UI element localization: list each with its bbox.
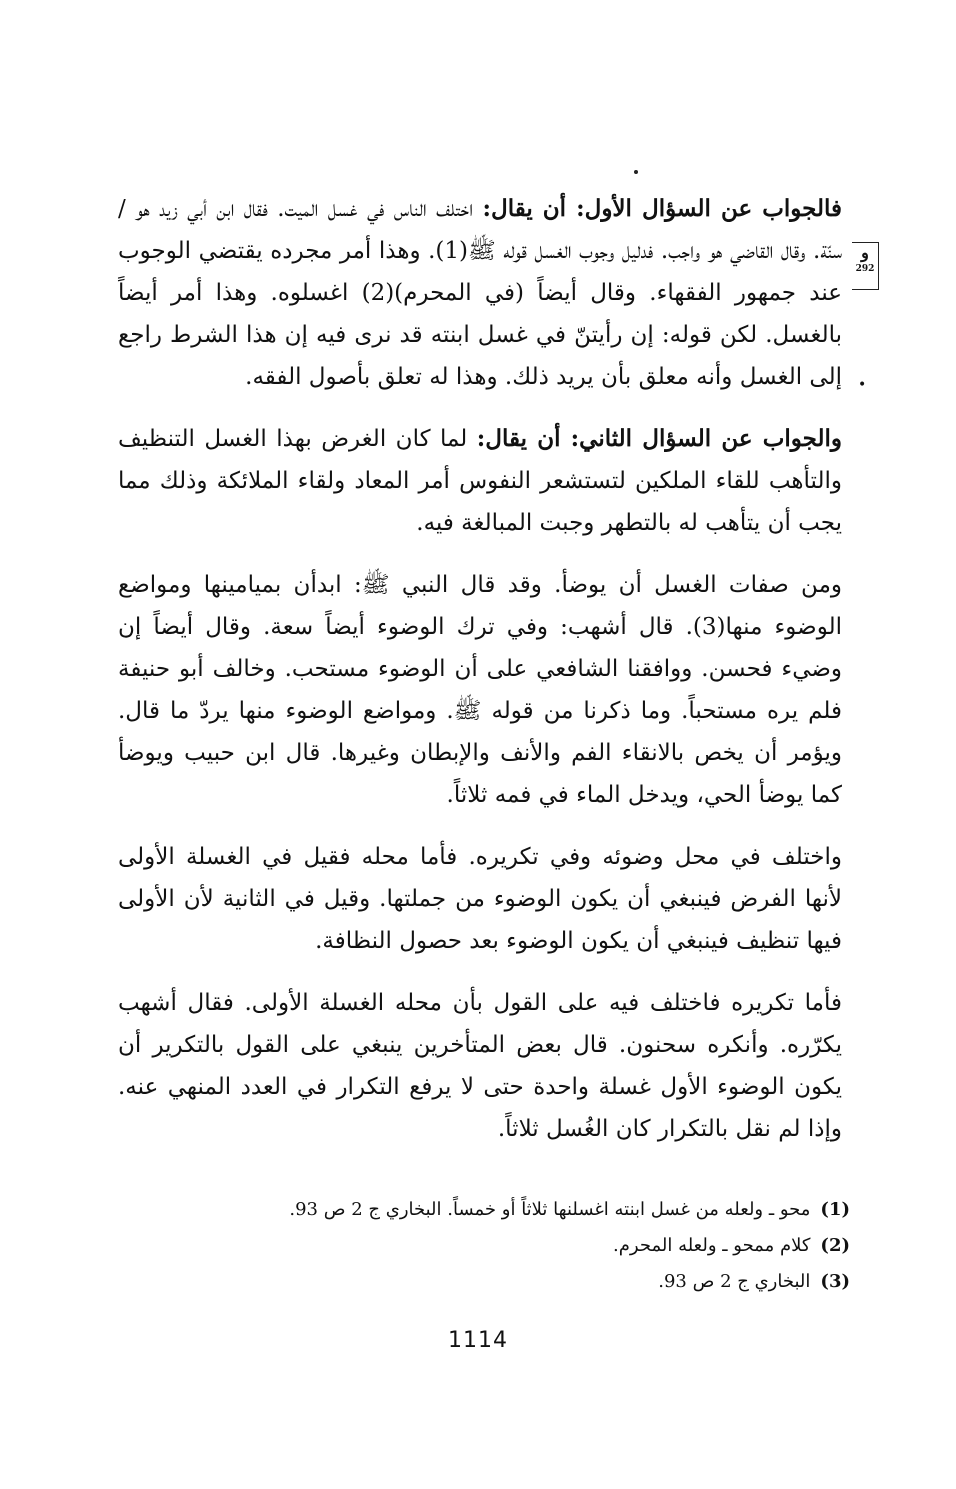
margin-ref-number: 292 <box>855 264 875 274</box>
paragraph-2 <box>118 418 842 544</box>
footnote-text: محو ـ ولعله من غسل ابنته اغسلنها ثلاثاً أو خمساً. البخاري ج 2 ص 93. <box>289 1199 811 1220</box>
paragraph-body: ومن صفات الغسل أن يوضأ. وقد قال النبي ﷺ: ابدأن بميامينها ومواضع الوضوء منها(3). قال أشهب: وفي ترك الوضوء أيضاً سعة. وقال أيضاً إن وضيء فحسن. ووافقنا الشافعي على أن الوضوء مستحب. وخالف أبو حنيفة فلم يره مستحباً. وما ذكرنا من قوله ﷺ. ومواضع الوضوء منها يردّ ما قال. ويؤمر أن يخص بالانقاء الفم والأنف والإبطان وغيرها. قال ابن حبيب ويوضأ كما يوضأ الحي، ويدخل الماء في فمه ثلاثاً. <box>118 572 842 808</box>
paragraph-body: اختلف الناس في غسل الميت. فقال ابن أبي زيد هو / سنّة. وقال القاضي هو واجب. فدليل وجوب الغسل قوله ﷺ(1). وهذا أمر مجرده يقتضي الوجوب عند جمهور الفقهاء. وقال أيضاً (في المحرم)(2) اغسلوه. وهذا أمر أيضاً بالغسل. لكن قوله: إن رأيتنّ في غسل ابنته قد نرى فيه إن هذا الشرط راجع إلى الغسل وأنه معلق بأن يريد ذلك. وهذا له تعلق بأصول الفقه. <box>118 196 842 390</box>
footnote-3 <box>200 1264 850 1300</box>
page-number: 1114 <box>448 1328 508 1353</box>
paragraph-3 <box>118 564 842 816</box>
paragraph-body: واختلف في محل وضوئه وفي تكريره. فأما محله فقيل في الغسلة الأولى لأنها الفرض فينبغي أن يكون الوضوء من جملتها. وقيل في الثانية لأن الأولى فيها تنظيف فينبغي أن يكون الوضوء بعد حصول النظافة. <box>118 844 842 954</box>
paragraph-5 <box>118 982 842 1150</box>
footnote-number: (2) <box>820 1235 850 1256</box>
margin-bullet: • <box>858 377 867 393</box>
main-text <box>118 188 842 1168</box>
paragraph-lead: والجواب عن السؤال الثاني: أن يقال: <box>476 425 842 452</box>
stray-dot <box>634 170 638 174</box>
paragraph-body: فأما تكريره فاختلف فيه على القول بأن محله الغسلة الأولى. فقال أشهب يكرّره. وأنكره سحنون. قال بعض المتأخرين ينبغي على القول بالتكرير أن يكون الوضوء الأول غسلة واحدة حتى لا يرفع التكرار في العدد المنهي عنه. وإذا لم نقل بالتكرار كان الغُسل ثلاثاً. <box>118 990 842 1142</box>
paragraph-lead: فالجواب عن السؤال الأول: أن يقال: <box>482 195 843 222</box>
footnote-number: (3) <box>820 1271 850 1292</box>
footnote-number: (1) <box>820 1199 850 1220</box>
footnote-2 <box>200 1228 850 1264</box>
paragraph-1 <box>118 188 842 398</box>
footnote-1 <box>200 1192 850 1228</box>
margin-ref-letter: و <box>861 243 869 262</box>
margin-reference <box>852 242 879 290</box>
footnote-text: البخاري ج 2 ص 93. <box>658 1271 811 1292</box>
footnotes <box>200 1192 850 1300</box>
paragraph-4 <box>118 836 842 962</box>
footnote-text: كلام ممحو ـ ولعله المحرم. <box>613 1235 811 1256</box>
paragraph-body: لما كان الغرض بهذا الغسل التنظيف والتأهب للقاء الملكين لتستشعر النفوس أمر المعاد ولقاء الملائكة وذلك مما يجب أن يتأهب له بالتطهر وجبت المبالغة فيه. <box>118 426 842 536</box>
